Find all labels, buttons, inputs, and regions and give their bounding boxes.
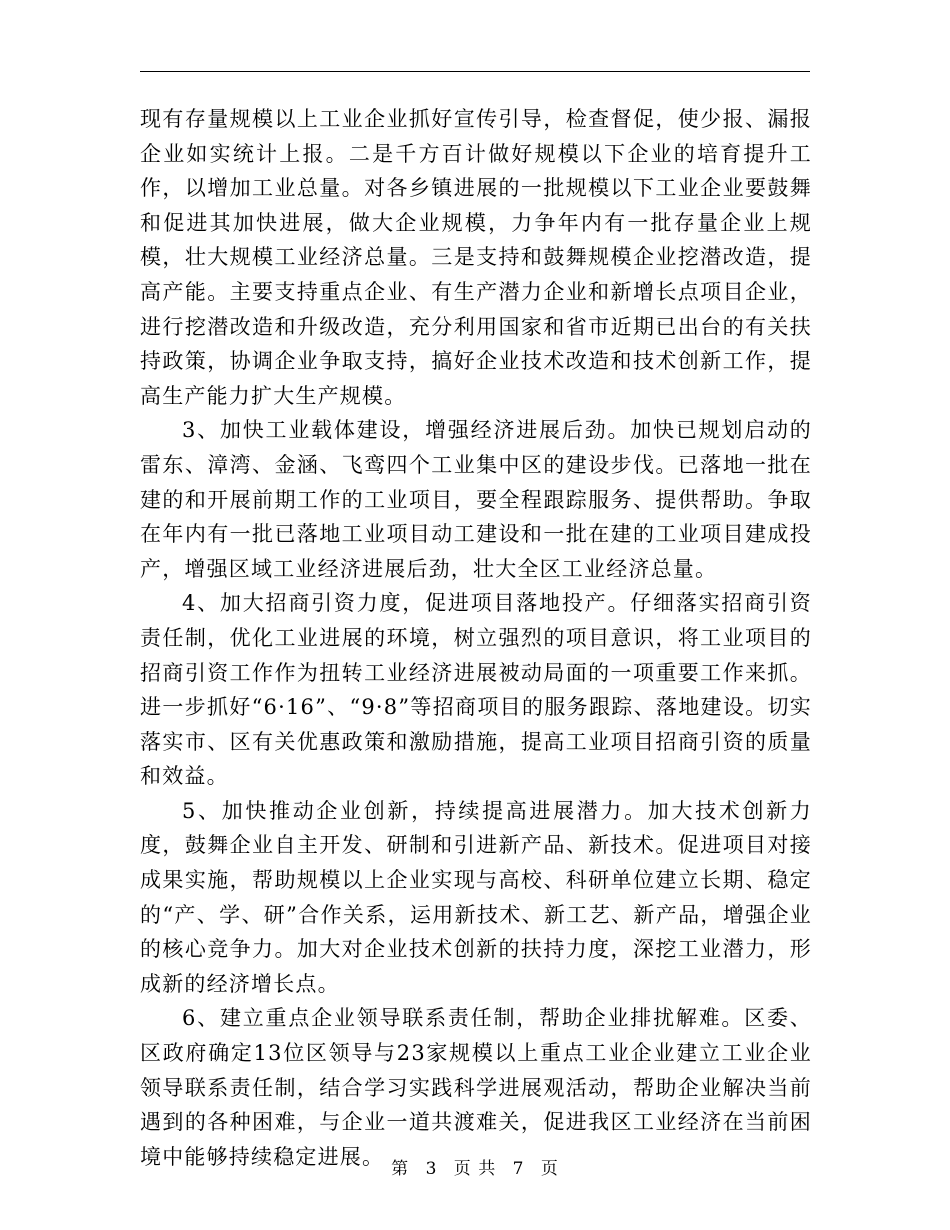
footer-prefix: 第 bbox=[391, 1159, 410, 1179]
paragraph-item-3: 3、加快工业载体建设，增强经济进展后劲。加快已规划启动的雷东、漳湾、金涵、飞鸾四个工业集中区的建设步伐。已落地一批在建的和开展前期工作的工业项目，要全程跟踪服务、提供帮助。争取在年内有一批已落地工业项目动工建设和一批在建的工业项目建成投产，增强区域工业经济进展后劲，壮大全区工业经济总量。 bbox=[140, 418, 812, 581]
document-body bbox=[140, 102, 812, 1174]
header-rule bbox=[140, 71, 810, 72]
paragraph-item-6: 6、建立重点企业领导联系责任制，帮助企业排扰解难。区委、区政府确定13位区领导与23家规模以上重点工业企业建立工业企业领导联系责任制，结合学习实践科学进展观活动，帮助企业解决当前遇到的各种困难，与企业一道共渡难关，促进我区工业经济在当前困境中能够持续稳定进展。 bbox=[140, 1006, 812, 1169]
paragraph-item-5: 5、加快推动企业创新，持续提高进展潜力。加大技术创新力度，鼓舞企业自主开发、研制和引进新产品、新技术。促进项目对接成果实施，帮助规模以上企业实现与高校、科研单位建立长期、稳定的“产、学、研”合作关系，运用新技术、新工艺、新产品，增强企业的核心竞争力。加大对企业技术创新的扶持力度，深挖工业潜力，形成新的经济增长点。 bbox=[140, 798, 812, 996]
page-footer bbox=[0, 1154, 950, 1179]
total-pages-number: 7 bbox=[512, 1159, 525, 1179]
paragraph-item-4: 4、加大招商引资力度，促进项目落地投产。仔细落实招商引资责任制，优化工业进展的环境，树立强烈的项目意识，将工业项目的招商引资工作作为扭转工业经济进展被动局面的一项重要工作来抓。进一步抓好“6·16”、“9·8”等招商项目的服务跟踪、落地建设。切实落实市、区有关优惠政策和激励措施，提高工业项目招商引资的质量和效益。 bbox=[140, 591, 812, 789]
current-page-number: 3 bbox=[425, 1159, 438, 1179]
footer-middle: 页 共 bbox=[453, 1159, 497, 1179]
paragraph-continuation: 现有存量规模以上工业企业抓好宣传引导，检查督促，使少报、漏报企业如实统计上报。二是千方百计做好规模以下企业的培育提升工作，以增加工业总量。对各乡镇进展的一批规模以下工业企业要鼓舞和促进其加快进展，做大企业规模，力争年内有一批存量企业上规模，壮大规模工业经济总量。三是支持和鼓舞规模企业挖潜改造，提高产能。主要支持重点企业、有生产潜力企业和新增长点项目企业，进行挖潜改造和升级改造，充分利用国家和省市近期已出台的有关扶持政策，协调企业争取支持，搞好企业技术改造和技术创新工作，提高生产能力扩大生产规模。 bbox=[140, 107, 812, 408]
footer-suffix: 页 bbox=[540, 1159, 559, 1179]
